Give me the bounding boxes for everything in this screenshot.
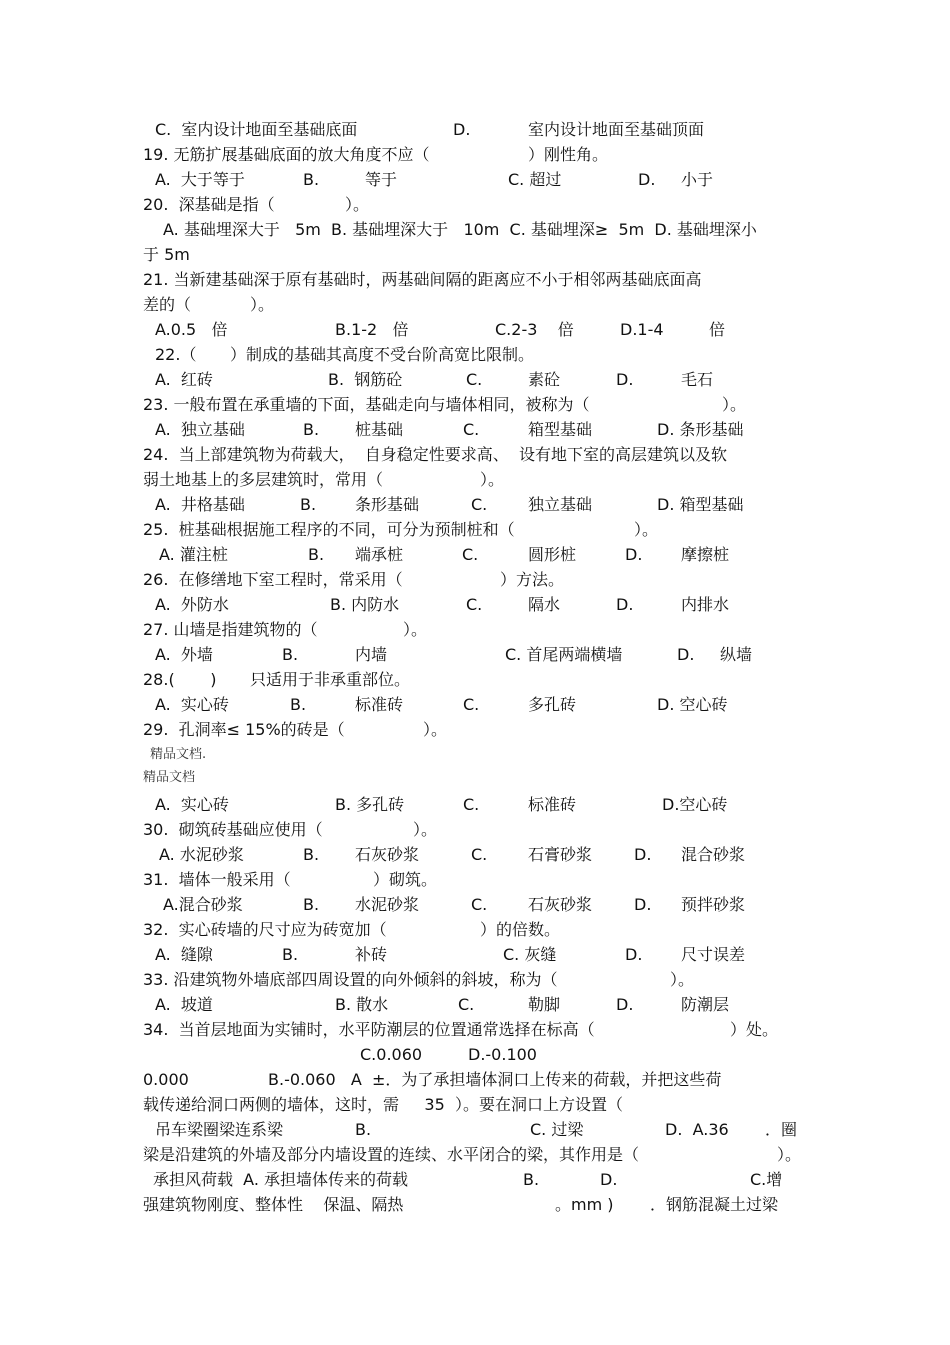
text-segment: 水泥砂浆 (355, 895, 420, 914)
text-line (0, 693, 950, 717)
text-segment: 摩擦桩 (681, 545, 730, 564)
text-segment: D. 箱型基础 (657, 495, 744, 514)
text-segment: B. (300, 495, 317, 514)
text-line (0, 1018, 950, 1042)
text-segment: 31. 墙体一般采用（ (143, 870, 291, 889)
text-line (0, 868, 950, 892)
text-segment: 石膏砂浆 (528, 845, 593, 864)
text-segment: D. 条形基础 (657, 420, 744, 439)
text-segment: 29. 孔洞率≤ 15%的砖是（ (143, 720, 345, 739)
text-segment: A.0.5 倍 (155, 320, 228, 339)
text-line (0, 493, 950, 517)
text-line (0, 543, 950, 567)
footer-text: 精品文档. (150, 747, 207, 762)
text-line (0, 468, 950, 492)
text-segment: C.2-3 倍 (495, 320, 574, 339)
text-line (0, 1168, 950, 1192)
text-line (0, 618, 950, 642)
text-segment: 预拌砂浆 (681, 895, 746, 914)
text-segment: C. (466, 370, 483, 389)
text-segment: 20. 深基础是指（ (143, 195, 275, 214)
text-segment: A. 实心砖 (155, 695, 229, 714)
text-line (0, 843, 950, 867)
text-segment: D. (677, 645, 695, 664)
text-line (0, 1118, 950, 1142)
text-segment: 吊车梁圈梁连系梁 (155, 1120, 284, 1139)
text-segment: 室内设计地面至基础顶面 (528, 120, 705, 139)
text-segment: 独立基础 (528, 495, 593, 514)
text-line (0, 718, 950, 742)
text-segment: 载传递给洞口两侧的墙体，这时，需 35 ）。要在洞口上方设置（ (143, 1095, 623, 1114)
text-segment: B.1-2 倍 (335, 320, 409, 339)
text-segment: B. (303, 845, 320, 864)
text-segment: 尺寸误差 (681, 945, 746, 964)
text-segment: C. (471, 495, 488, 514)
text-line (0, 1193, 950, 1217)
text-line (0, 818, 950, 842)
text-segment: A. 坡道 (155, 995, 213, 1014)
text-segment: 30. 砌筑砖基础应使用（ (143, 820, 323, 839)
text-segment: 只适用于非承重部位。 (250, 670, 411, 689)
text-segment: B. (303, 170, 320, 189)
text-segment: A. 实心砖 (155, 795, 229, 814)
text-segment: 标准砖 (528, 795, 577, 814)
text-segment: A. 灌注桩 (159, 545, 228, 564)
text-line (0, 993, 950, 1017)
text-segment: A. 红砖 (155, 370, 213, 389)
text-segment: ．圈 (765, 1120, 798, 1139)
text-line (0, 568, 950, 592)
text-segment: 23. 一般布置在承重墙的下面，基础走向与墙体相同，被称为（ (143, 395, 590, 414)
text-segment: A. 井格基础 (155, 495, 245, 514)
text-line (0, 368, 950, 392)
text-segment: 26. 在修缮地下室工程时，常采用（ (143, 570, 403, 589)
text-segment: B.-0.060 A ±．为了承担墙体洞口上传来的荷载，并把这些荷 (268, 1070, 722, 1089)
text-line (0, 1043, 950, 1067)
text-segment: A. 大于等于 (155, 170, 245, 189)
text-line (0, 968, 950, 992)
text-segment: 强建筑物刚度、整体性 保温、隔热 (143, 1195, 404, 1214)
text-line (0, 143, 950, 167)
text-segment: 32. 实心砖墙的尺寸应为砖宽加（ (143, 920, 387, 939)
text-segment: 石灰砂浆 (355, 845, 420, 864)
text-line (0, 318, 950, 342)
text-segment: D. (634, 845, 652, 864)
text-line (0, 1093, 950, 1117)
text-segment: 纵墙 (720, 645, 753, 664)
text-line (0, 518, 950, 542)
text-segment: B. (355, 1120, 372, 1139)
text-segment: C. (458, 995, 475, 1014)
text-segment: C. (471, 895, 488, 914)
text-segment: C. 超过 (508, 170, 562, 189)
text-line (0, 943, 950, 967)
text-segment: B. (290, 695, 307, 714)
text-segment: ）的倍数。 (480, 920, 561, 939)
text-line (0, 793, 950, 817)
text-segment: 混合砂浆 (681, 845, 746, 864)
text-segment: D. 空心砖 (657, 695, 728, 714)
text-segment: D. (616, 595, 634, 614)
text-segment: 隔水 (528, 595, 561, 614)
text-segment: D. (625, 945, 643, 964)
text-segment: 19. 无筋扩展基础底面的放大角度不应（ (143, 145, 430, 164)
text-segment: D. (616, 370, 634, 389)
text-segment: C. (463, 695, 480, 714)
text-segment: B. (282, 945, 299, 964)
text-segment: 毛石 (681, 370, 714, 389)
text-line (0, 243, 950, 267)
text-segment: 石灰砂浆 (528, 895, 593, 914)
text-segment: 33. 沿建筑物外墙底部四周设置的向外倾斜的斜坡，称为（ (143, 970, 558, 989)
text-segment: 内墙 (355, 645, 388, 664)
text-segment: B. (308, 545, 325, 564)
text-line (0, 343, 950, 367)
text-segment: ）处。 (730, 1020, 779, 1039)
text-segment: ）砌筑。 (373, 870, 438, 889)
text-segment: D.空心砖 (662, 795, 728, 814)
text-segment: ）制成的基础其高度不受台阶高宽比限制。 (230, 345, 535, 364)
text-line (0, 118, 950, 142)
text-line (0, 893, 950, 917)
text-segment: 。mm ) (555, 1195, 614, 1214)
text-line (0, 268, 950, 292)
text-segment: D. (600, 1170, 618, 1189)
text-segment: 勒脚 (528, 995, 561, 1014)
text-segment: 34. 当首层地面为实铺时，水平防潮层的位置通常选择在标高（ (143, 1020, 595, 1039)
text-segment: C. 首尾两端横墙 (505, 645, 623, 664)
text-segment: 27. 山墙是指建筑物的（ (143, 620, 318, 639)
text-segment: C. (466, 595, 483, 614)
text-segment: ）。 (423, 720, 448, 739)
text-line (0, 443, 950, 467)
text-segment: 小于 (681, 170, 714, 189)
text-segment: ）。 (670, 970, 695, 989)
text-segment: D.-0.100 (468, 1045, 537, 1064)
text-line (0, 1068, 950, 1092)
text-segment: 梁是沿建筑的外墙及部分内墙设置的连续、水平闭合的梁，其作用是（ (143, 1145, 640, 1164)
text-segment: 桩基础 (355, 420, 404, 439)
text-line (0, 918, 950, 942)
text-line (0, 393, 950, 417)
text-line (0, 193, 950, 217)
text-segment: C. 室内设计地面至基础底面 (155, 120, 358, 139)
text-segment: 21. 当新建基础深于原有基础时，两基础间隔的距离应不小于相邻两基础底面高 (143, 270, 702, 289)
text-segment: 条形基础 (355, 495, 420, 514)
text-segment: 内排水 (681, 595, 730, 614)
text-segment: ）。 (777, 1145, 802, 1164)
text-segment: 防潮层 (681, 995, 730, 1014)
text-segment: 多孔砖 (528, 695, 577, 714)
text-segment: 箱型基础 (528, 420, 593, 439)
text-segment: 28.( ) (143, 670, 217, 689)
text-segment: ．钢筋混凝土过梁 (650, 1195, 779, 1214)
text-segment: C. (471, 845, 488, 864)
text-segment: B. 多孔砖 (335, 795, 405, 814)
text-line (0, 293, 950, 317)
text-segment: D.1-4 (620, 320, 664, 339)
text-segment: D. (638, 170, 656, 189)
text-segment: ）。 (250, 295, 275, 314)
text-segment: A. 独立基础 (155, 420, 245, 439)
text-segment: ）方法。 (500, 570, 565, 589)
text-segment: 圆形桩 (528, 545, 577, 564)
text-segment: 等于 (365, 170, 398, 189)
text-segment: D. A.36 (665, 1120, 729, 1139)
text-segment: B. 钢筋砼 (328, 370, 403, 389)
text-segment: B. 内防水 (330, 595, 400, 614)
text-segment: A. 缝隙 (155, 945, 213, 964)
page-footer (0, 743, 950, 767)
text-segment: C. (462, 545, 479, 564)
text-segment: A. 外防水 (155, 595, 229, 614)
text-segment: ）。 (722, 395, 747, 414)
text-segment: ）。 (345, 195, 370, 214)
text-segment: ）。 (403, 620, 428, 639)
text-line (0, 418, 950, 442)
header-text: 精品文档 (143, 770, 196, 785)
page-header (0, 766, 950, 790)
text-segment: B. 散水 (335, 995, 389, 1014)
text-segment: A. 外墙 (155, 645, 213, 664)
text-segment: ）。 (413, 820, 438, 839)
text-segment: D. (634, 895, 652, 914)
text-segment: 承担风荷载 A. 承担墙体传来的荷载 (153, 1170, 409, 1189)
text-segment: A.混合砂浆 (163, 895, 243, 914)
text-segment: C. (463, 420, 480, 439)
text-segment: A. 水泥砂浆 (159, 845, 244, 864)
text-segment: C. 灰缝 (503, 945, 557, 964)
text-segment: 素砼 (528, 370, 561, 389)
text-segment: ）。 (634, 520, 659, 539)
text-segment: 标准砖 (355, 695, 404, 714)
text-line (0, 643, 950, 667)
text-segment: 0.000 (143, 1070, 189, 1089)
text-segment: B. (523, 1170, 540, 1189)
text-segment: 补砖 (355, 945, 388, 964)
text-line (0, 668, 950, 692)
text-segment: C. 过梁 (530, 1120, 584, 1139)
text-segment: 倍 (709, 320, 726, 339)
text-line (0, 1143, 950, 1167)
text-segment: D. (616, 995, 634, 1014)
text-segment: C. (463, 795, 480, 814)
text-segment: 24. 当上部建筑物为荷载大， 自身稳定性要求高、 设有地下室的高层建筑以及软 (143, 445, 727, 464)
text-line (0, 218, 950, 242)
text-segment: 25. 桩基础根据施工程序的不同，可分为预制桩和（ (143, 520, 515, 539)
text-segment: 于 5m (143, 245, 190, 264)
text-segment: 弱土地基上的多层建筑时，常用（ (143, 470, 384, 489)
text-segment: B. (303, 420, 320, 439)
text-line (0, 168, 950, 192)
text-segment: D. (625, 545, 643, 564)
text-segment: 端承桩 (355, 545, 404, 564)
text-segment: ）。 (480, 470, 505, 489)
text-segment: 22.（ (155, 345, 197, 364)
text-segment: D. (453, 120, 471, 139)
text-segment: C.增 (750, 1170, 783, 1189)
text-segment: B. (282, 645, 299, 664)
text-segment: B. (303, 895, 320, 914)
text-line (0, 593, 950, 617)
text-segment: ）刚性角。 (528, 145, 609, 164)
text-segment: 差的（ (143, 295, 192, 314)
text-segment: A. 基础埋深大于 5m B. 基础埋深大于 10m C. 基础埋深≥ 5m D. 基础埋深小 (163, 220, 757, 239)
text-segment: C.0.060 (360, 1045, 423, 1064)
